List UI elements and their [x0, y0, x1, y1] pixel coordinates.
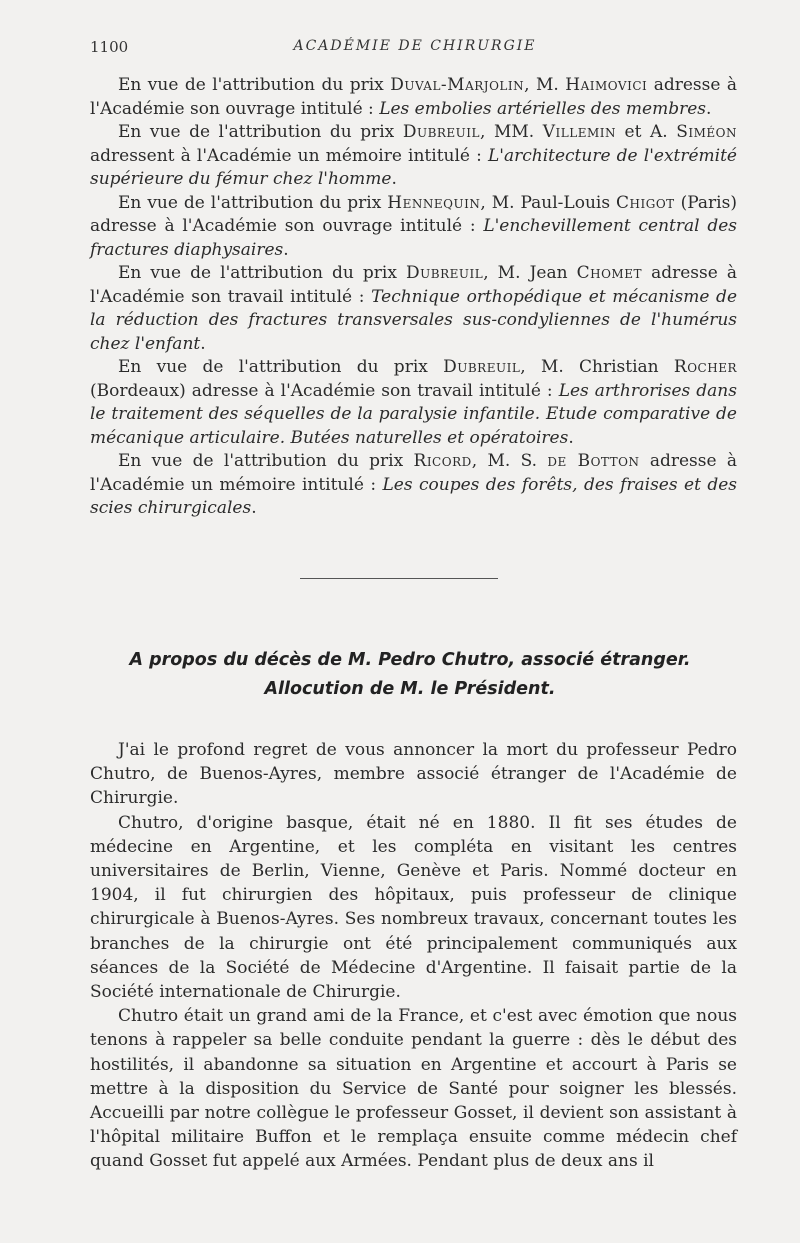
prize-submissions [90, 74, 737, 521]
section-divider [300, 578, 498, 579]
award-paragraph: En vue de l'attribution du prix Hennequin, M. Paul-Louis Chigot (Paris) adresse à l'Académie son ouvrage intitulé : L'enchevillement central des fractures diaphysaires. [90, 192, 737, 260]
running-title: ACADÉMIE DE CHIRURGIE [293, 38, 537, 54]
award-paragraph: En vue de l'attribution du prix Dubreuil, M. Jean Chomet adresse à l'Académie son travail intitulé : Technique orthopédique et mécanisme de la réduction des fractures transversales sus-condyliennes de l'humérus chez l'enfant. [90, 263, 738, 354]
article-title [80, 646, 740, 704]
body-paragraph: Chutro, d'origine basque, était né en 1880. Il fit ses études de médecine en Argentine, et les compléta en visitant les centres universitaires de Berlin, Vienne, Genève et Paris. Nommé docteur en 1904, il fut chirurgien des hôpitaux, puis professeur de clinique chirurgicale à Buenos-Ayres. Ses nombreux travaux, concernant toutes les branches de la chirurgie ont été principalement communiqués aux séances de la Société de Médecine d'Argentine. Il faisait partie de la Société internationale de Chirurgie. [90, 812, 737, 1003]
article-title-line: A propos du décès de M. Pedro Chutro, associé étranger. [129, 650, 691, 670]
body-paragraph: J'ai le profond regret de vous annoncer la mort du professeur Pedro Chutro, de Buenos-Ayres, membre associé étranger de l'Académie de Chirurgie. [90, 740, 737, 809]
award-paragraph: En vue de l'attribution du prix Dubreuil, M. Christian Rocher (Bordeaux) adresse à l'Académie son travail intitulé : Les arthrorises dans le traitement des séquelles de la paralysie infantile. Etude comparative de mécanique articulaire. Butées naturelles et opératoires. [90, 357, 737, 448]
award-paragraph: En vue de l'attribution du prix Dubreuil, MM. Villemin et A. Siméon adressent à l'Académie un mémoire intitulé : L'architecture de l'extrémité supérieure du fémur chez l'homme. [90, 122, 737, 189]
body-paragraph: Chutro était un grand ami de la France, et c'est avec émotion que nous tenons à rappeler sa belle conduite pendant la guerre : dès le début des hostilités, il abandonne sa situation en Argentine et accourt à Paris se mettre à la disposition du Service de Santé pour soigner les blessés. Accueilli par notre collègue le professeur Gosset, il devient son assistant à l'hôpital militaire Buffon et le remplaça ensuite comme médecin chef quand Gosset fut appelé aux Armées. Pendant plus de deux ans il [90, 1006, 737, 1172]
page-number: 1100 [90, 38, 129, 56]
article-subtitle: Allocution de M. le Président. [264, 679, 556, 699]
running-head [90, 38, 740, 58]
article-body [90, 738, 737, 1174]
award-paragraph: En vue de l'attribution du prix Duval-Marjolin, M. Haimovici adresse à l'Académie son ouvrage intitulé : Les embolies artérielles des membres. [90, 75, 737, 119]
award-paragraph: En vue de l'attribution du prix Ricord, M. S. de Botton adresse à l'Académie un mémoire intitulé : Les coupes des forêts, des fraises et des scies chirurgicales. [90, 451, 738, 518]
